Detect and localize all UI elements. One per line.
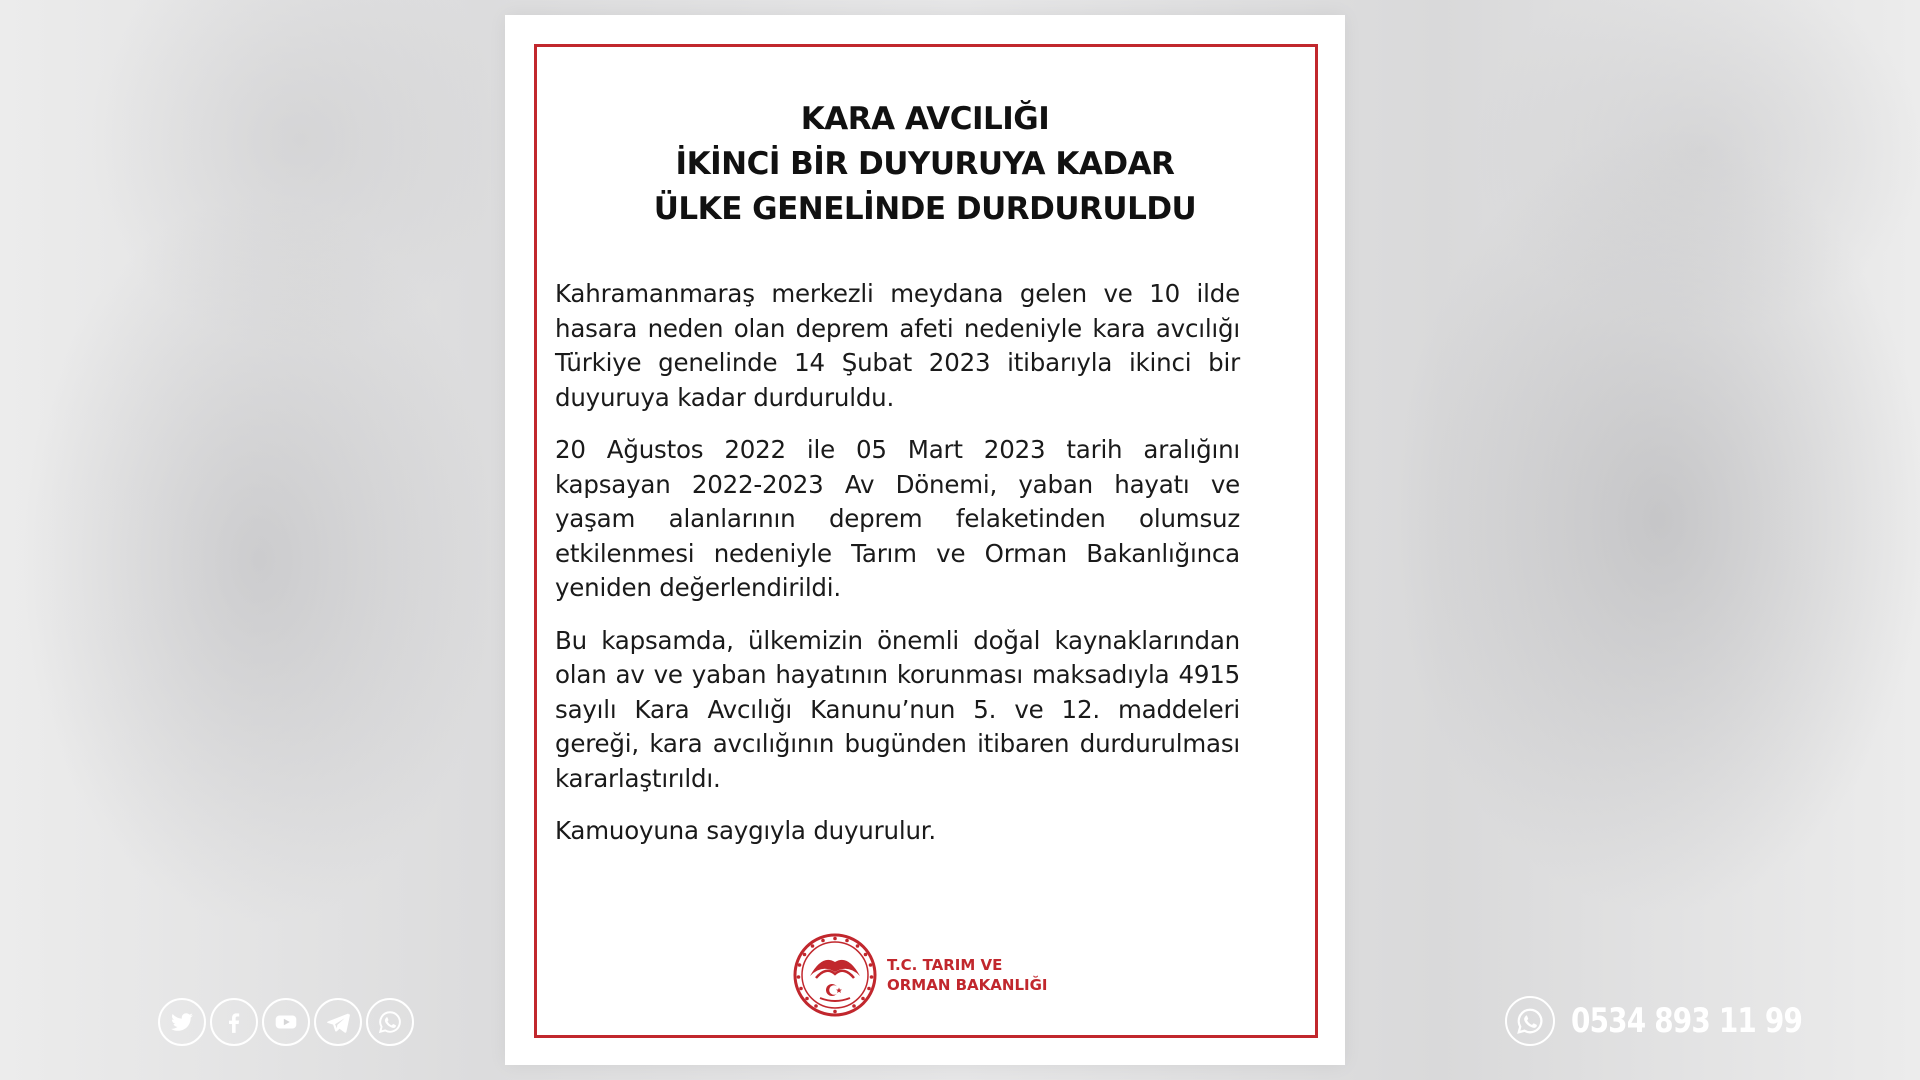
ministry-name xyxy=(887,955,1047,995)
ministry-name-line-1: T.C. TARIM VE xyxy=(887,956,1003,974)
headline-line-1: KARA AVCILIĞI xyxy=(800,101,1050,137)
headline-line-3: ÜLKE GENELİNDE DURDURULDU xyxy=(653,191,1197,227)
announcement-body xyxy=(555,277,1240,867)
youtube-icon[interactable] xyxy=(262,998,310,1046)
twitter-icon[interactable] xyxy=(158,998,206,1046)
body-paragraph-2: 20 Ağustos 2022 ile 05 Mart 2023 tarih aralığını kapsayan 2022-2023 Av Dönemi, yaban hayatı ve yaşam alanlarının deprem felaketinden olumsuz etkilenmesi nedeniyle Tarım ve Orman Bakanlığınca yeniden değerlendirildi. xyxy=(555,435,1240,602)
social-links xyxy=(158,998,414,1050)
body-paragraph-3: Bu kapsamda, ülkemizin önemli doğal kaynaklarından olan av ve yaban hayatının korunması maksadıyla 4915 sayılı Kara Avcılığı Kanunu’nun 5. ve 12. maddeleri gereği, kara avcılığının bugünden itibaren durdurulması kararlaştırıldı. xyxy=(555,625,1240,793)
whatsapp-icon[interactable] xyxy=(1505,996,1555,1046)
ministry-name-line-2: ORMAN BAKANLIĞI xyxy=(887,976,1048,994)
body-closing: Kamuoyuna saygıyla duyurulur. xyxy=(555,816,936,845)
facebook-icon[interactable] xyxy=(210,998,258,1046)
contact-phone[interactable] xyxy=(1505,995,1853,1047)
whatsapp-icon[interactable] xyxy=(366,998,414,1046)
ministry-seal-icon xyxy=(792,932,878,1018)
ministry-logo xyxy=(792,932,1062,1022)
telegram-icon[interactable] xyxy=(314,998,362,1046)
announcement-card xyxy=(505,15,1345,1065)
announcement-headline xyxy=(505,97,1345,232)
phone-number: 0534 893 11 99 xyxy=(1571,1001,1803,1041)
headline-line-2: İKİNCİ BİR DUYURUYA KADAR xyxy=(675,146,1175,182)
body-paragraph-1: Kahramanmaraş merkezli meydana gelen ve 10 ilde hasara neden olan deprem afeti nedeniyle kara avcılığı Türkiye genelinde 14 Şubat 2023 itibarıyla ikinci bir duyuruya kadar durduruldu. xyxy=(555,279,1240,412)
